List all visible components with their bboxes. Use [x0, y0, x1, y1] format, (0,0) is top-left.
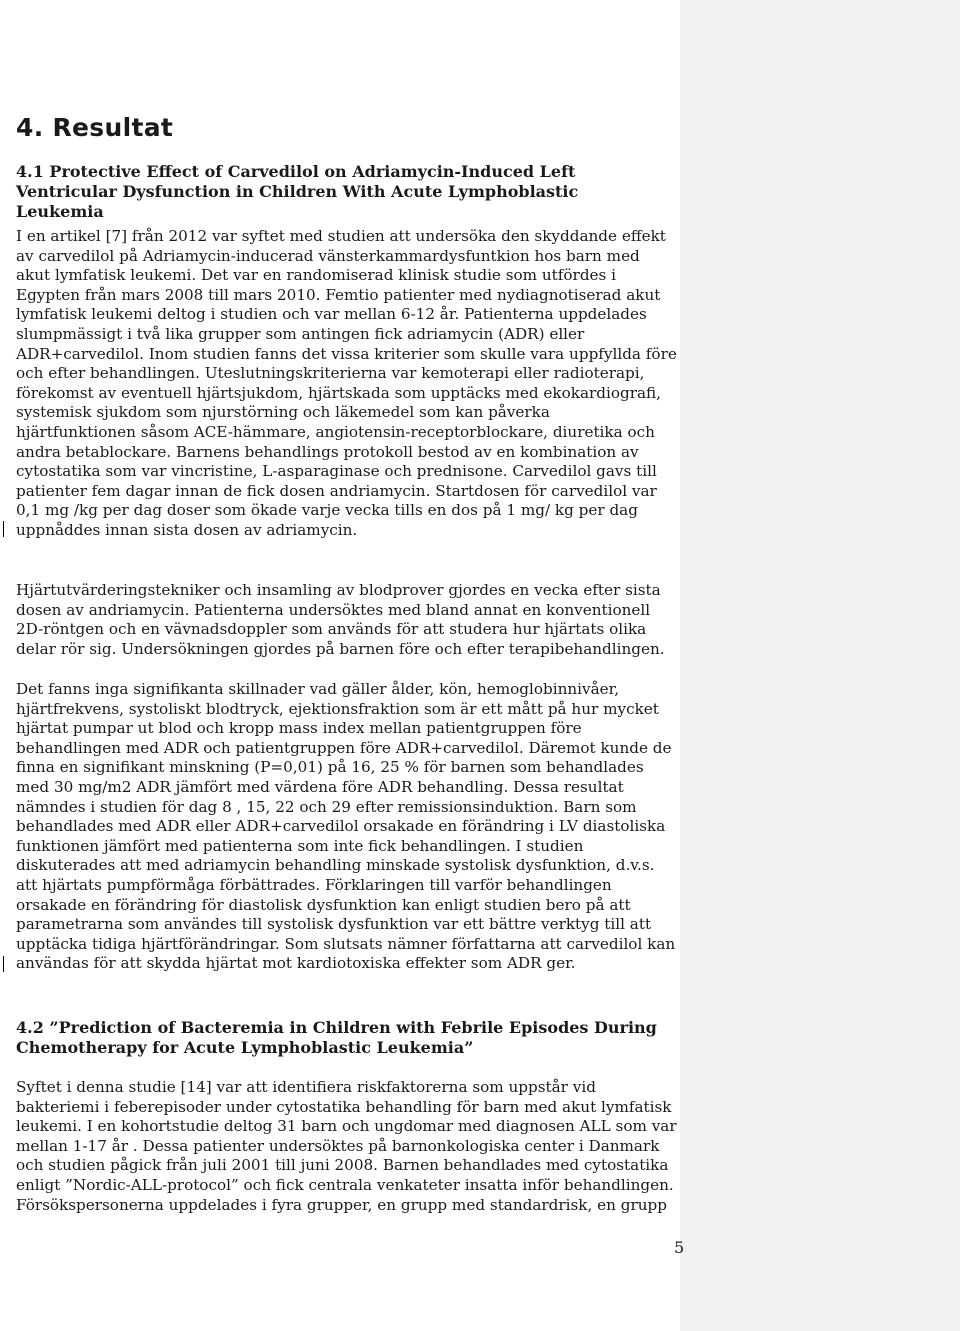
- text-line: hjärtat pumpar ut blod och kropp mass index mellan patientgruppen före: [16, 719, 582, 738]
- text-line: I en artikel [7] från 2012 var syftet med studien att undersöka den skyddande effekt: [16, 227, 666, 245]
- subsection-2-title-line: 4.2 ”Prediction of Bacteremia in Children with Febrile Episodes During: [16, 1018, 657, 1037]
- subsection-1-paragraph-2: [16, 581, 670, 659]
- text-line: mellan 1-17 år . Dessa patienter undersöktes på barnonkologiska center i Danmark: [16, 1136, 660, 1155]
- text-line: användas för att skydda hjärtat mot kardiotoxiska effekter som ADR ger.: [16, 954, 576, 973]
- text-line: diskuterades att med adriamycin behandling minskade systolisk dysfunktion, d.v.s.: [16, 856, 655, 875]
- text-line: 0,1 mg /kg per dag doser som ökade varje vecka tills en dos på 1 mg/ kg per dag: [16, 501, 638, 520]
- text-line: med 30 mg/m2 ADR jämfört med värdena före ADR behandling. Dessa resultat: [16, 777, 624, 796]
- text-line: och efter behandlingen. Uteslutningskriterierna var kemoterapi eller radioterapi,: [16, 364, 645, 383]
- text-line: delar rör sig. Undersökningen gjordes på barnen före och efter terapibehandlingen.: [16, 639, 665, 658]
- text-line: förekomst av eventuell hjärtsjukdom, hjärtskada som upptäcks med ekokardiografi,: [16, 383, 661, 402]
- text-line: upptäcka tidiga hjärtförändringar. Som slutsats nämner författarna att carvedilol kan: [16, 934, 676, 953]
- text-line: 2D-röntgen och en vävnadsdoppler som används för att studera hur hjärtats olika: [16, 620, 647, 639]
- subsection-1-paragraph-3: [16, 680, 676, 974]
- subsection-2-title: [16, 1018, 657, 1058]
- text-line: bakteriemi i feberepisoder under cytostatika behandling för barn med akut lymfatisk: [16, 1097, 672, 1116]
- subsection-1-title-line: Leukemia: [16, 202, 104, 221]
- text-line: och studien pågick från juli 2001 till juni 2008. Barnen behandlades med cytostatika: [16, 1156, 669, 1175]
- text-line: Syftet i denna studie [14] var att identifiera riskfaktorerna som uppstår vid: [16, 1078, 596, 1096]
- text-line: Egypten från mars 2008 till mars 2010. Femtio patienter med nydiagnotiserad akut: [16, 285, 661, 304]
- text-line: finna en signifikant minskning (P=0,01) på 16, 25 % för barnen som behandlades: [16, 758, 644, 777]
- page-number: 5: [674, 1238, 685, 1257]
- text-line: uppnåddes innan sista dosen av adriamycin.: [16, 520, 358, 539]
- text-line: behandlingen med ADR och patientgruppen före ADR+carvedilol. Däremot kunde de: [16, 738, 672, 757]
- text-line: hjärtfrekvens, systoliskt blodtryck, ejektionsfraktion som är ett mått på hur mycket: [16, 699, 659, 718]
- comment-pane: [680, 0, 960, 1331]
- text-line: orsakade en förändring för diastolisk dysfunktion kan enligt studien bero på att: [16, 895, 631, 914]
- text-line: nämndes i studien för dag 8 , 15, 22 och 29 efter remissionsinduktion. Barn som: [16, 797, 637, 816]
- text-line: Hjärtutvärderingstekniker och insamling av blodprover gjordes en vecka efter sista: [16, 581, 661, 599]
- text-line: att hjärtats pumpförmåga förbättrades. Förklaringen till varför behandlingen: [16, 875, 612, 894]
- text-line: patienter fem dagar innan de fick dosen andriamycin. Startdosen för carvedilol var: [16, 481, 657, 500]
- subsection-2-paragraph-1: [16, 1078, 677, 1215]
- change-bar: [3, 956, 4, 972]
- text-line: lymfatisk leukemi deltog i studien och var mellan 6-12 år. Patienterna uppdelades: [16, 305, 647, 324]
- text-line: parametrarna som användes till systolisk dysfunktion var ett bättre verktyg till att: [16, 915, 652, 934]
- text-line: leukemi. I en kohortstudie deltog 31 barn och ungdomar med diagnosen ALL som var: [16, 1117, 677, 1136]
- subsection-2-title-line: Chemotherapy for Acute Lymphoblastic Leukemia”: [16, 1038, 474, 1057]
- text-line: enligt ”Nordic-ALL-protocol” och fick centrala venkateter insatta inför behandlingen.: [16, 1175, 674, 1194]
- section-heading: 4. Resultat: [16, 113, 174, 142]
- subsection-1-title: [16, 162, 578, 222]
- text-line: andra betablockare. Barnens behandlings protokoll bestod av en kombination av: [16, 442, 639, 461]
- text-line: Det fanns inga signifikanta skillnader vad gäller ålder, kön, hemoglobinnivåer,: [16, 680, 620, 698]
- text-line: hjärtfunktionen såsom ACE-hämmare, angiotensin-receptorblockare, diuretika och: [16, 422, 655, 441]
- text-line: akut lymfatisk leukemi. Det var en randomiserad klinisk studie som utfördes i: [16, 266, 617, 285]
- text-line: funktionen jämfört med patienterna som inte fick behandlingen. I studien: [16, 836, 584, 855]
- text-line: slumpmässigt i två lika grupper som antingen fick adriamycin (ADR) eller: [16, 324, 585, 343]
- text-line: cytostatika som var vincristine, L-asparaginase och prednisone. Carvedilol gavs till: [16, 462, 657, 481]
- text-line: systemisk sjukdom som njurstörning och läkemedel som kan påverka: [16, 403, 550, 422]
- subsection-1-title-line: Ventricular Dysfunction in Children With Acute Lymphoblastic: [16, 182, 579, 201]
- text-line: behandlades med ADR eller ADR+carvedilol orsakade en förändring i LV diastoliska: [16, 817, 666, 836]
- text-line: Försökspersonerna uppdelades i fyra grupper, en grupp med standardrisk, en grupp: [16, 1195, 667, 1214]
- text-line: ADR+carvedilol. Inom studien fanns det vissa kriterier som skulle vara uppfyllda före: [16, 344, 677, 363]
- subsection-1-paragraph-1: [16, 227, 677, 541]
- subsection-1-title-line: 4.1 Protective Effect of Carvedilol on Adriamycin-Induced Left: [16, 162, 576, 181]
- change-bar: [3, 521, 4, 537]
- text-line: dosen av andriamycin. Patienterna undersöktes med bland annat en konventionell: [16, 600, 651, 619]
- text-line: av carvedilol på Adriamycin-inducerad vänsterkammardysfuntkion hos barn med: [16, 246, 640, 265]
